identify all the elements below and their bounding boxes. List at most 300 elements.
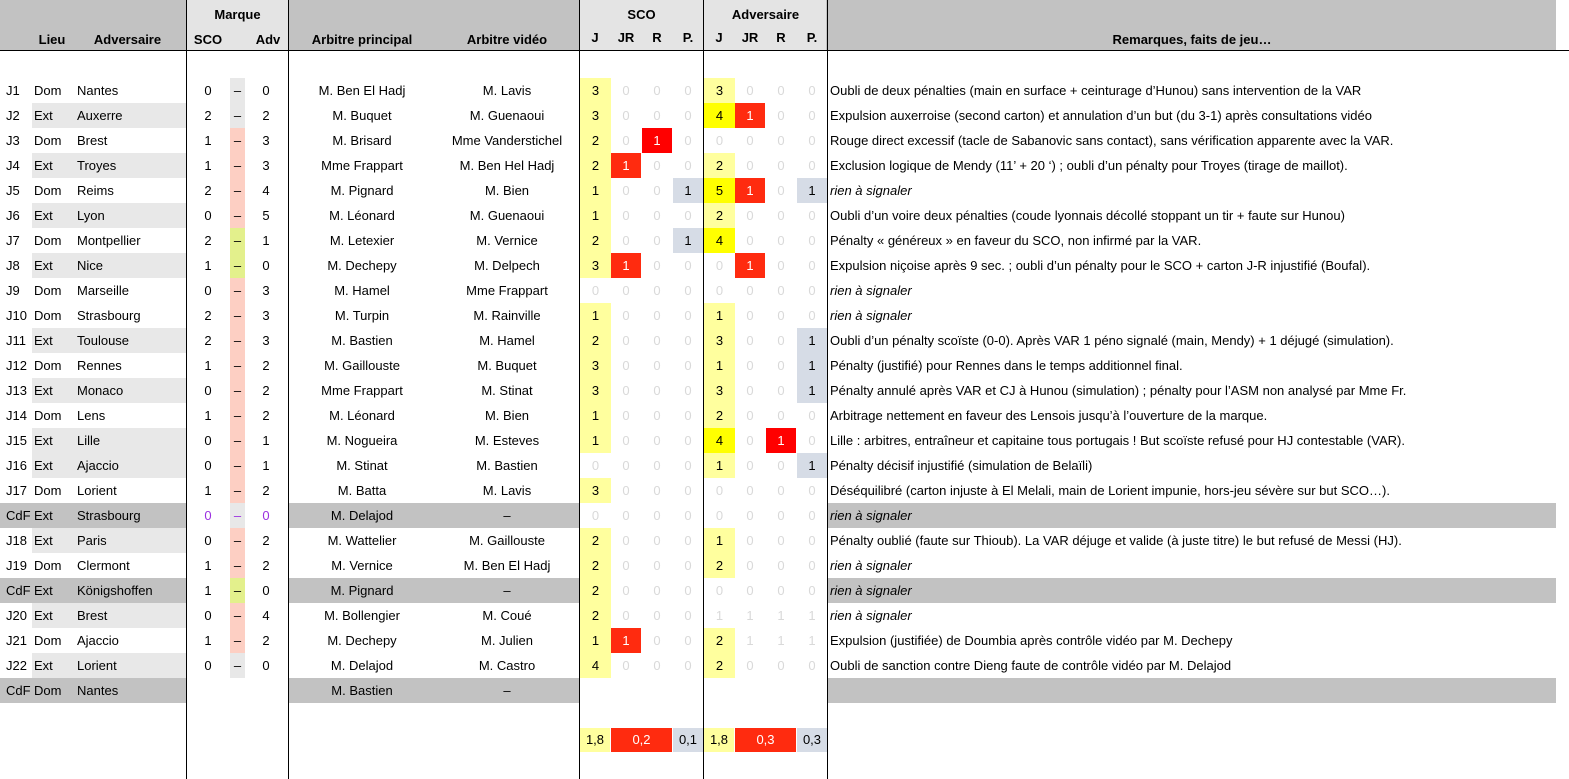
opponent-cell[interactable]: Strasbourg xyxy=(77,308,141,323)
sco-yellow-cell[interactable]: 3 xyxy=(580,78,611,103)
referee-video-cell[interactable]: M. Esteves xyxy=(474,433,540,448)
matchday-cell[interactable]: J11 xyxy=(6,333,26,348)
adv-yellow-red-cell[interactable]: 0 xyxy=(746,408,754,423)
sco-penalty-cell[interactable]: 0 xyxy=(684,308,692,323)
score-sco-cell[interactable]: 1 xyxy=(204,158,212,173)
adv-yellow-cell[interactable]: 1 xyxy=(704,353,735,378)
matchday-cell[interactable]: J8 xyxy=(6,258,20,273)
adv-yellow-red-cell[interactable]: 0 xyxy=(746,483,754,498)
referee-main-cell[interactable]: M. Brisard xyxy=(332,133,392,148)
header-arbitre-video[interactable]: Arbitre vidéo xyxy=(466,32,548,47)
adv-yellow-red-cell[interactable]: 0 xyxy=(746,308,754,323)
score-sco-cell[interactable]: 0 xyxy=(204,83,212,98)
venue-cell[interactable]: Ext xyxy=(34,533,53,548)
matchday-cell[interactable]: J2 xyxy=(6,108,20,123)
adv-yellow-cell[interactable]: 0 xyxy=(715,133,724,148)
referee-video-cell[interactable]: Mme Vanderstichel xyxy=(451,133,563,148)
score-sco-cell[interactable]: 2 xyxy=(204,308,212,323)
adv-yellow-red-cell[interactable]: 1 xyxy=(746,633,754,648)
remark-cell[interactable]: Expulsion auxerroise (second carton) et annulation d’un but (du 3-1) après consultations vidéo xyxy=(830,108,1372,123)
score-sco-cell[interactable]: 2 xyxy=(204,108,212,123)
score-sco-cell[interactable]: 0 xyxy=(204,533,212,548)
adv-yellow-red-cell[interactable]: 0 xyxy=(746,83,754,98)
sco-yellow-red-cell[interactable]: 0 xyxy=(622,483,630,498)
venue-cell[interactable]: Dom xyxy=(34,358,62,373)
adv-penalty-cell[interactable]: 0 xyxy=(808,408,816,423)
remark-cell[interactable]: rien à signaler xyxy=(830,608,912,623)
referee-main-cell[interactable]: M. Bastien xyxy=(331,333,393,348)
adv-penalty-cell[interactable]: 1 xyxy=(797,328,827,353)
venue-cell[interactable]: Dom xyxy=(34,683,62,698)
adv-penalty-cell[interactable]: 0 xyxy=(808,508,816,523)
adv-penalty-cell[interactable]: 1 xyxy=(797,178,827,203)
sco-yellow-cell[interactable]: 3 xyxy=(580,378,611,403)
adv-yellow-red-cell[interactable]: 1 xyxy=(735,253,765,278)
adv-yellow-cell[interactable]: 2 xyxy=(704,628,735,653)
adv-penalty-cell[interactable]: 0 xyxy=(808,83,816,98)
adv-yellow-cell[interactable]: 2 xyxy=(704,553,735,578)
sco-penalty-cell[interactable]: 0 xyxy=(684,458,692,473)
adv-yellow-cell[interactable]: 3 xyxy=(704,378,735,403)
sco-red-cell[interactable]: 0 xyxy=(653,483,661,498)
opponent-cell[interactable]: Rennes xyxy=(77,358,122,373)
adv-penalty-cell[interactable]: 0 xyxy=(808,233,816,248)
sco-penalty-cell[interactable]: 0 xyxy=(684,583,692,598)
referee-video-cell[interactable]: – xyxy=(503,583,511,598)
matchday-cell[interactable]: J10 xyxy=(6,308,27,323)
sco-penalty-cell[interactable]: 0 xyxy=(684,258,692,273)
opponent-cell[interactable]: Monaco xyxy=(77,383,124,398)
adv-red-cell[interactable]: 0 xyxy=(777,458,785,473)
adv-red-cell[interactable]: 0 xyxy=(777,583,785,598)
sco-red-cell[interactable]: 0 xyxy=(653,258,661,273)
sco-yellow-cell[interactable]: 1 xyxy=(580,428,611,453)
matchday-cell[interactable]: J5 xyxy=(6,183,20,198)
opponent-cell[interactable]: Lyon xyxy=(77,208,105,223)
referee-video-cell[interactable]: M. Stinat xyxy=(481,383,533,398)
opponent-cell[interactable]: Brest xyxy=(77,133,108,148)
score-adv-cell[interactable]: 4 xyxy=(262,183,270,198)
matchday-cell[interactable]: J18 xyxy=(6,533,27,548)
sco-yellow-cell[interactable]: 4 xyxy=(580,653,611,678)
sco-penalty-cell[interactable]: 0 xyxy=(684,633,692,648)
sco-red-cell[interactable]: 0 xyxy=(653,333,661,348)
remark-cell[interactable]: Oubli d’un voire deux pénalties (coude lyonnais décollé stoppant un tir + faute sur Hunou) xyxy=(830,208,1345,223)
adv-penalty-cell[interactable]: 1 xyxy=(808,608,816,623)
venue-cell[interactable]: Ext xyxy=(34,508,53,523)
sco-yellow-red-cell[interactable]: 0 xyxy=(622,658,630,673)
opponent-cell[interactable]: Strasbourg xyxy=(77,508,141,523)
referee-main-cell[interactable]: M. Batta xyxy=(337,483,387,498)
header-score-sco[interactable]: SCO xyxy=(193,32,223,47)
adv-yellow-cell[interactable]: 4 xyxy=(704,228,735,253)
opponent-cell[interactable]: Nantes xyxy=(77,83,119,98)
sco-penalty-cell[interactable]: 0 xyxy=(684,333,692,348)
sco-yellow-cell[interactable]: 1 xyxy=(580,203,611,228)
header-sco-card-3[interactable]: P. xyxy=(682,30,694,45)
score-sco-cell[interactable]: 0 xyxy=(204,283,212,298)
adv-red-cell[interactable]: 0 xyxy=(777,233,785,248)
score-adv-cell[interactable]: 3 xyxy=(262,333,270,348)
sco-red-cell[interactable]: 1 xyxy=(642,128,672,153)
venue-cell[interactable]: Ext xyxy=(34,608,53,623)
header-adv-card-3[interactable]: P. xyxy=(806,30,818,45)
sco-red-cell[interactable]: 0 xyxy=(653,508,661,523)
opponent-cell[interactable]: Toulouse xyxy=(77,333,130,348)
opponent-cell[interactable]: Troyes xyxy=(77,158,117,173)
referee-main-cell[interactable]: M. Buquet xyxy=(332,108,392,123)
score-adv-cell[interactable]: 3 xyxy=(262,308,270,323)
adv-penalty-cell[interactable]: 0 xyxy=(808,158,816,173)
remark-cell[interactable]: Expulsion (justifiée) de Doumbia après contrôle vidéo par M. Dechepy xyxy=(830,633,1233,648)
adv-yellow-red-cell[interactable]: 0 xyxy=(746,358,754,373)
remark-cell[interactable]: Exclusion logique de Mendy (11’ + 20 ‘) ; oubli d’un pénalty pour Troyes (tirage de maillot). xyxy=(830,158,1348,173)
remark-cell[interactable]: Arbitrage nettement en faveur des Lensois jusqu’à l’ouverture de la marque. xyxy=(830,408,1268,423)
adv-yellow-cell[interactable]: 2 xyxy=(704,653,735,678)
sco-yellow-cell[interactable]: 1 xyxy=(580,628,611,653)
matchday-cell[interactable]: J13 xyxy=(6,383,27,398)
score-adv-cell[interactable]: 1 xyxy=(262,233,270,248)
score-adv-cell[interactable]: 2 xyxy=(262,558,270,573)
adv-yellow-red-cell[interactable]: 0 xyxy=(746,508,754,523)
sco-penalty-cell[interactable]: 0 xyxy=(684,483,692,498)
referee-video-cell[interactable]: M. Castro xyxy=(478,658,536,673)
adv-penalty-cell[interactable]: 0 xyxy=(808,658,816,673)
adv-red-cell[interactable]: 0 xyxy=(777,308,785,323)
referee-video-cell[interactable]: M. Ben Hel Hadj xyxy=(459,158,555,173)
referee-main-cell[interactable]: Mme Frappart xyxy=(321,383,403,398)
venue-cell[interactable]: Dom xyxy=(34,633,62,648)
adv-penalty-cell[interactable]: 1 xyxy=(797,378,827,403)
score-adv-cell[interactable]: 0 xyxy=(262,658,270,673)
adv-yellow-red-cell[interactable]: 0 xyxy=(746,383,754,398)
matchday-cell[interactable]: J9 xyxy=(6,283,20,298)
matchday-cell[interactable]: J14 xyxy=(6,408,27,423)
adv-penalty-cell[interactable]: 0 xyxy=(808,558,816,573)
adv-penalty-cell[interactable]: 0 xyxy=(808,308,816,323)
score-adv-cell[interactable]: 3 xyxy=(262,133,270,148)
remark-cell[interactable]: Pénalty « généreux » en faveur du SCO, non infirmé par la VAR. xyxy=(830,233,1202,248)
adv-yellow-cell[interactable]: 0 xyxy=(715,583,724,598)
referee-main-cell[interactable]: M. Pignard xyxy=(330,583,394,598)
adv-red-cell[interactable]: 0 xyxy=(777,283,785,298)
sco-yellow-red-cell[interactable]: 0 xyxy=(622,333,630,348)
score-sco-cell[interactable]: 2 xyxy=(204,233,212,248)
sco-red-cell[interactable]: 0 xyxy=(653,183,661,198)
venue-cell[interactable]: Ext xyxy=(34,208,53,223)
matchday-cell[interactable]: J19 xyxy=(6,558,27,573)
opponent-cell[interactable]: Ajaccio xyxy=(77,633,119,648)
sco-penalty-cell[interactable]: 0 xyxy=(684,208,692,223)
adv-yellow-cell[interactable]: 2 xyxy=(704,403,735,428)
referee-main-cell[interactable]: M. Bastien xyxy=(331,683,393,698)
score-adv-cell[interactable]: 2 xyxy=(262,633,270,648)
score-sco-cell[interactable]: 1 xyxy=(204,408,212,423)
adv-red-cell[interactable]: 0 xyxy=(777,183,785,198)
adv-yellow-red-cell[interactable]: 0 xyxy=(746,458,754,473)
sco-yellow-red-cell[interactable]: 1 xyxy=(611,153,641,178)
sco-yellow-red-cell[interactable]: 0 xyxy=(622,283,630,298)
sco-yellow-cell[interactable]: 3 xyxy=(580,353,611,378)
header-sco-card-0[interactable]: J xyxy=(591,30,599,45)
score-adv-cell[interactable]: 2 xyxy=(262,533,270,548)
score-sco-cell[interactable]: 1 xyxy=(204,483,212,498)
sco-yellow-cell[interactable]: 3 xyxy=(580,103,611,128)
sco-yellow-red-cell[interactable]: 1 xyxy=(611,628,641,653)
remark-cell[interactable]: Pénalty oublié (faute sur Thioub). La VAR déjuge et valide (à juste titre) le but refusé de Messi (HJ). xyxy=(830,533,1402,548)
adv-yellow-red-cell[interactable]: 0 xyxy=(746,333,754,348)
adv-penalty-cell[interactable]: 1 xyxy=(797,453,827,478)
adv-yellow-red-cell[interactable]: 0 xyxy=(746,558,754,573)
sco-red-cell[interactable]: 0 xyxy=(653,308,661,323)
sco-yellow-cell[interactable]: 2 xyxy=(580,153,611,178)
sco-penalty-cell[interactable]: 0 xyxy=(684,658,692,673)
sco-yellow-cell[interactable]: 3 xyxy=(580,478,611,503)
adv-red-cell[interactable]: 1 xyxy=(777,633,785,648)
sco-yellow-red-cell[interactable]: 0 xyxy=(622,583,630,598)
score-adv-cell[interactable]: 0 xyxy=(262,508,270,523)
remark-cell[interactable]: Expulsion niçoise après 9 sec. ; oubli d’un pénalty pour le SCO + carton J-R injustifié (Boufal). xyxy=(830,258,1371,273)
adv-yellow-cell[interactable]: 4 xyxy=(704,428,735,453)
remark-cell[interactable]: rien à signaler xyxy=(830,283,912,298)
sco-red-cell[interactable]: 0 xyxy=(653,558,661,573)
referee-main-cell[interactable]: Mme Frappart xyxy=(321,158,403,173)
score-sco-cell[interactable]: 1 xyxy=(204,358,212,373)
sco-yellow-cell[interactable]: 0 xyxy=(591,458,600,473)
adv-yellow-cell[interactable]: 1 xyxy=(704,303,735,328)
opponent-cell[interactable]: Montpellier xyxy=(77,233,141,248)
sco-penalty-cell[interactable]: 0 xyxy=(684,608,692,623)
opponent-cell[interactable]: Clermont xyxy=(77,558,130,573)
score-adv-cell[interactable]: 2 xyxy=(262,383,270,398)
adv-penalty-cell[interactable]: 0 xyxy=(808,433,816,448)
adv-yellow-red-cell[interactable]: 0 xyxy=(746,433,754,448)
referee-main-cell[interactable]: M. Ben El Hadj xyxy=(318,83,406,98)
sco-penalty-cell[interactable]: 0 xyxy=(684,133,692,148)
venue-cell[interactable]: Dom xyxy=(34,483,62,498)
referee-video-cell[interactable]: M. Bien xyxy=(484,408,530,423)
sco-yellow-red-cell[interactable]: 0 xyxy=(622,308,630,323)
opponent-cell[interactable]: Paris xyxy=(77,533,107,548)
adv-yellow-red-cell[interactable]: 1 xyxy=(746,608,754,623)
score-adv-cell[interactable]: 4 xyxy=(262,608,270,623)
score-sco-cell[interactable]: 1 xyxy=(204,258,212,273)
adv-penalty-cell[interactable]: 1 xyxy=(797,353,827,378)
venue-cell[interactable]: Dom xyxy=(34,283,62,298)
adv-penalty-cell[interactable]: 0 xyxy=(808,283,816,298)
sco-yellow-red-cell[interactable]: 0 xyxy=(622,458,630,473)
sco-yellow-cell[interactable]: 2 xyxy=(580,603,611,628)
score-adv-cell[interactable]: 0 xyxy=(262,583,270,598)
score-adv-cell[interactable]: 5 xyxy=(262,208,270,223)
adv-red-cell[interactable]: 0 xyxy=(777,258,785,273)
sco-penalty-cell[interactable]: 0 xyxy=(684,283,692,298)
sco-penalty-cell[interactable]: 0 xyxy=(684,433,692,448)
referee-video-cell[interactable]: – xyxy=(503,508,511,523)
remark-cell[interactable]: Oubli de sanction contre Dieng faute de contrôle vidéo par M. Delajod xyxy=(830,658,1232,673)
venue-cell[interactable]: Ext xyxy=(34,108,53,123)
score-adv-cell[interactable]: 2 xyxy=(262,408,270,423)
score-sco-cell[interactable]: 0 xyxy=(204,208,212,223)
venue-cell[interactable]: Dom xyxy=(34,83,62,98)
referee-video-cell[interactable]: M. Ben El Hadj xyxy=(463,558,551,573)
score-adv-cell[interactable]: 0 xyxy=(262,258,270,273)
venue-cell[interactable]: Ext xyxy=(34,458,53,473)
adv-yellow-cell[interactable]: 1 xyxy=(704,453,735,478)
score-sco-cell[interactable]: 1 xyxy=(204,558,212,573)
referee-video-cell[interactable]: Mme Frappart xyxy=(466,283,548,298)
sco-yellow-red-cell[interactable]: 0 xyxy=(622,533,630,548)
adv-yellow-cell[interactable]: 4 xyxy=(704,103,735,128)
matchday-cell[interactable]: CdF xyxy=(6,683,31,698)
adv-penalty-cell[interactable]: 0 xyxy=(808,208,816,223)
score-sco-cell[interactable]: 1 xyxy=(204,633,212,648)
referee-main-cell[interactable]: M. Gaillouste xyxy=(324,358,400,373)
opponent-cell[interactable]: Lorient xyxy=(77,658,117,673)
matchday-cell[interactable]: J6 xyxy=(6,208,20,223)
referee-main-cell[interactable]: M. Pignard xyxy=(330,183,394,198)
score-sco-cell[interactable]: 0 xyxy=(204,658,212,673)
referee-video-cell[interactable]: M. Vernice xyxy=(476,233,538,248)
referee-video-cell[interactable]: M. Hamel xyxy=(479,333,535,348)
adv-penalty-cell[interactable]: 0 xyxy=(808,583,816,598)
adv-red-cell[interactable]: 1 xyxy=(766,428,796,453)
header-adv-card-1[interactable]: JR xyxy=(741,30,759,45)
referee-video-cell[interactable]: M. Rainville xyxy=(473,308,541,323)
sco-yellow-red-cell[interactable]: 0 xyxy=(622,208,630,223)
referee-video-cell[interactable]: – xyxy=(503,683,511,698)
venue-cell[interactable]: Ext xyxy=(34,433,53,448)
sco-red-cell[interactable]: 0 xyxy=(653,458,661,473)
adv-yellow-cell[interactable]: 3 xyxy=(704,78,735,103)
referee-video-cell[interactable]: M. Guenaoui xyxy=(469,108,545,123)
venue-cell[interactable]: Ext xyxy=(34,658,53,673)
referee-main-cell[interactable]: M. Delajod xyxy=(330,658,394,673)
adv-yellow-cell[interactable]: 1 xyxy=(704,528,735,553)
sco-red-cell[interactable]: 0 xyxy=(653,533,661,548)
referee-main-cell[interactable]: M. Turpin xyxy=(334,308,390,323)
sco-red-cell[interactable]: 0 xyxy=(653,408,661,423)
score-sco-cell[interactable]: 0 xyxy=(204,508,212,523)
sco-red-cell[interactable]: 0 xyxy=(653,633,661,648)
matchday-cell[interactable]: J7 xyxy=(6,233,20,248)
sco-red-cell[interactable]: 0 xyxy=(653,233,661,248)
adv-yellow-red-cell[interactable]: 0 xyxy=(746,533,754,548)
sco-red-cell[interactable]: 0 xyxy=(653,358,661,373)
sco-yellow-red-cell[interactable]: 0 xyxy=(622,183,630,198)
referee-video-cell[interactable]: M. Julien xyxy=(480,633,534,648)
opponent-cell[interactable]: Nice xyxy=(77,258,104,273)
adv-red-cell[interactable]: 0 xyxy=(777,83,785,98)
referee-video-cell[interactable]: M. Buquet xyxy=(477,358,537,373)
header-score-adv[interactable]: Adv xyxy=(255,32,281,47)
matchday-cell[interactable]: J15 xyxy=(6,433,27,448)
adv-yellow-red-cell[interactable]: 0 xyxy=(746,233,754,248)
venue-cell[interactable]: Dom xyxy=(34,558,62,573)
adv-yellow-cell[interactable]: 0 xyxy=(715,258,724,273)
sco-yellow-red-cell[interactable]: 1 xyxy=(611,253,641,278)
sco-yellow-cell[interactable]: 2 xyxy=(580,553,611,578)
sco-yellow-red-cell[interactable]: 0 xyxy=(622,433,630,448)
remark-cell[interactable]: Pénalty annulé après VAR et CJ à Hunou (simulation) ; pénalty pour l’ASM non analysé par Mme Fr. xyxy=(830,383,1407,398)
venue-cell[interactable]: Ext xyxy=(34,333,53,348)
sco-yellow-cell[interactable]: 2 xyxy=(580,578,611,603)
adv-yellow-cell[interactable]: 5 xyxy=(704,178,735,203)
score-sco-cell[interactable]: 0 xyxy=(204,433,212,448)
sco-yellow-red-cell[interactable]: 0 xyxy=(622,383,630,398)
referee-main-cell[interactable]: M. Wattelier xyxy=(327,533,397,548)
adv-penalty-cell[interactable]: 0 xyxy=(808,133,816,148)
sco-red-cell[interactable]: 0 xyxy=(653,433,661,448)
adv-red-cell[interactable]: 0 xyxy=(777,408,785,423)
venue-cell[interactable]: Ext xyxy=(34,583,53,598)
score-adv-cell[interactable]: 3 xyxy=(262,283,270,298)
remark-cell[interactable]: rien à signaler xyxy=(830,558,912,573)
sco-penalty-cell[interactable]: 0 xyxy=(684,408,692,423)
matchday-cell[interactable]: J3 xyxy=(6,133,20,148)
sco-penalty-cell[interactable]: 0 xyxy=(684,508,692,523)
sco-yellow-red-cell[interactable]: 0 xyxy=(622,133,630,148)
score-sco-cell[interactable]: 1 xyxy=(204,583,212,598)
referee-video-cell[interactable]: M. Guenaoui xyxy=(469,208,545,223)
sco-red-cell[interactable]: 0 xyxy=(653,283,661,298)
sco-yellow-red-cell[interactable]: 0 xyxy=(622,608,630,623)
adv-yellow-cell[interactable]: 0 xyxy=(715,283,724,298)
sco-penalty-cell[interactable]: 0 xyxy=(684,533,692,548)
header-arbitre-principal[interactable]: Arbitre principal xyxy=(311,32,413,47)
adv-red-cell[interactable]: 0 xyxy=(777,483,785,498)
sco-penalty-cell[interactable]: 0 xyxy=(684,558,692,573)
remark-cell[interactable]: rien à signaler xyxy=(830,308,912,323)
score-sco-cell[interactable]: 0 xyxy=(204,383,212,398)
score-adv-cell[interactable]: 1 xyxy=(262,458,270,473)
sco-yellow-red-cell[interactable]: 0 xyxy=(622,233,630,248)
adv-yellow-cell[interactable]: 3 xyxy=(704,328,735,353)
opponent-cell[interactable]: Nantes xyxy=(77,683,119,698)
referee-main-cell[interactable]: M. Delajod xyxy=(330,508,394,523)
referee-main-cell[interactable]: M. Léonard xyxy=(329,408,395,423)
adv-yellow-red-cell[interactable]: 1 xyxy=(735,103,765,128)
adv-yellow-red-cell[interactable]: 0 xyxy=(746,583,754,598)
referee-main-cell[interactable]: M. Hamel xyxy=(334,283,390,298)
header-lieu[interactable]: Lieu xyxy=(38,32,66,47)
matchday-cell[interactable]: J20 xyxy=(6,608,27,623)
adv-yellow-red-cell[interactable]: 0 xyxy=(746,158,754,173)
adv-penalty-cell[interactable]: 0 xyxy=(808,483,816,498)
referee-video-cell[interactable]: M. Lavis xyxy=(482,83,532,98)
opponent-cell[interactable]: Lorient xyxy=(77,483,117,498)
matchday-cell[interactable]: J12 xyxy=(6,358,27,373)
matchday-cell[interactable]: CdF xyxy=(6,508,31,523)
venue-cell[interactable]: Dom xyxy=(34,308,62,323)
referee-main-cell[interactable]: M. Vernice xyxy=(331,558,393,573)
score-adv-cell[interactable]: 2 xyxy=(262,358,270,373)
referee-main-cell[interactable]: M. Nogueira xyxy=(326,433,398,448)
sco-yellow-cell[interactable]: 1 xyxy=(580,303,611,328)
sco-yellow-cell[interactable]: 2 xyxy=(580,528,611,553)
adv-red-cell[interactable]: 0 xyxy=(777,133,785,148)
score-sco-cell[interactable]: 0 xyxy=(204,458,212,473)
opponent-cell[interactable]: Auxerre xyxy=(77,108,123,123)
opponent-cell[interactable]: Lens xyxy=(77,408,106,423)
header-adversaire[interactable]: Adversaire xyxy=(93,32,162,47)
referee-video-cell[interactable]: M. Coué xyxy=(482,608,532,623)
referee-main-cell[interactable]: M. Dechepy xyxy=(327,258,397,273)
matchday-cell[interactable]: J4 xyxy=(6,158,20,173)
sco-red-cell[interactable]: 0 xyxy=(653,583,661,598)
adv-yellow-red-cell[interactable]: 0 xyxy=(746,658,754,673)
sco-penalty-cell[interactable]: 0 xyxy=(684,108,692,123)
